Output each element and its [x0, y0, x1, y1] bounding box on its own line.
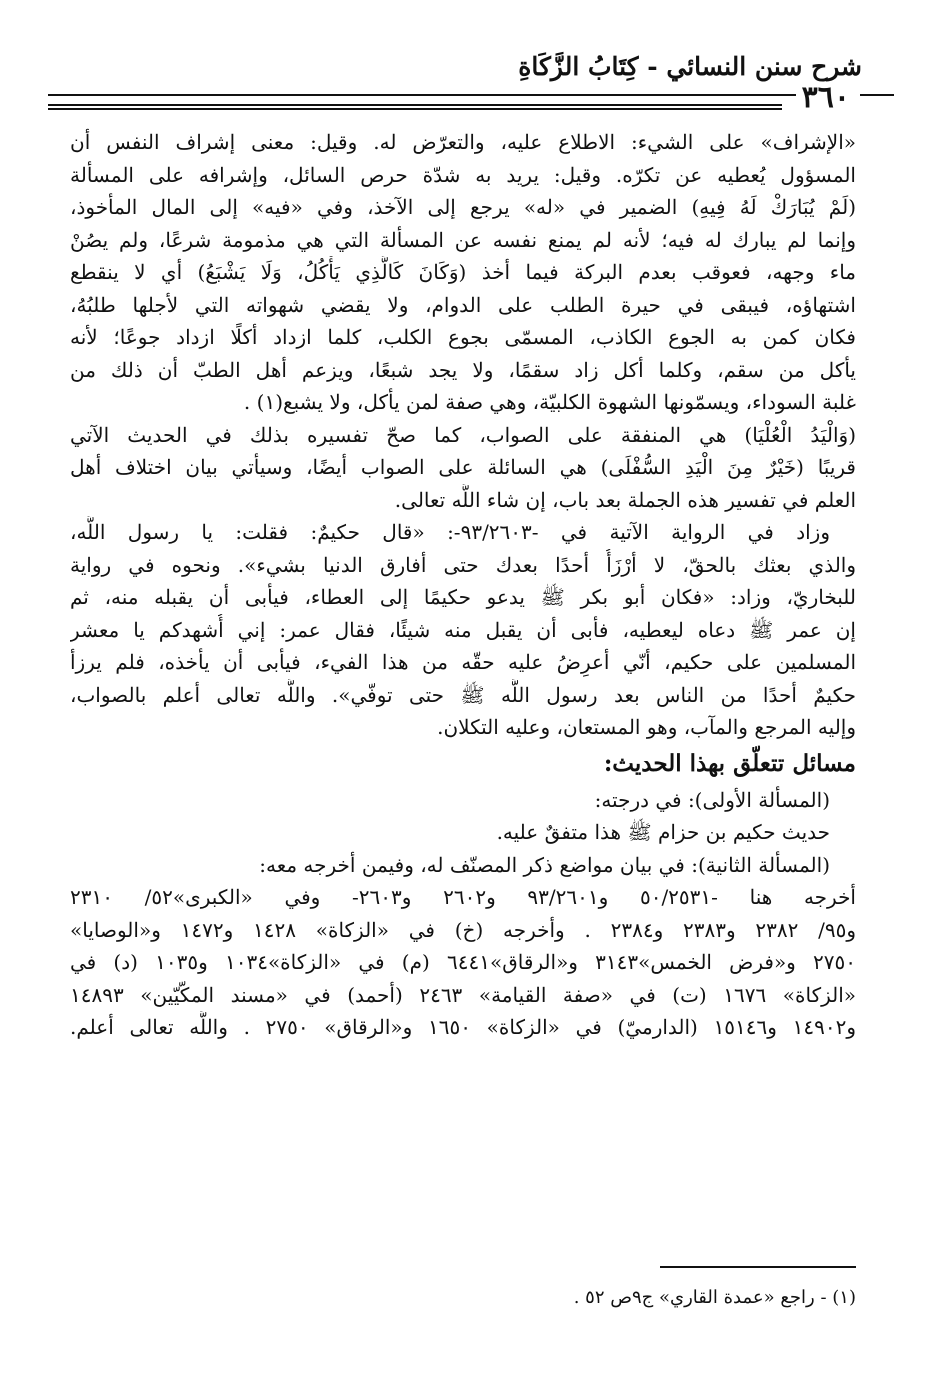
text-line: فكان كمن به الجوع الكاذب، المسمّى بجوع الكلب، كلما ازداد أكلًا ازداد جوعًا؛ لأنه [70, 325, 856, 349]
header-double-rule-top [48, 104, 782, 106]
running-header-title: شرح سنن النسائي - كِتَابُ الزَّكَاةِ [518, 52, 862, 81]
text-line: و٩٥/ ٢٣٨٢ و٢٣٨٣ و٢٣٨٤ . وأخرجه (خ) في «الزكاة» ١٤٢٨ و١٤٧٢ و«الوصايا» [70, 917, 856, 942]
issue-one-title: (المسألة الأولى): في درجته: [594, 787, 830, 812]
text-line: يأكل من سقم، وكلما أكل زاد سقمًا، ولا يجد شبعًا، ويزعم أهل الطبّ أن ذلك من [70, 357, 856, 382]
footnote: (١) - راجع «عمدة القاري» ج٩ص ٥٢ . [573, 1287, 856, 1308]
section-heading: مسائل تتعلّق بهذا الحديث: [603, 749, 856, 777]
text-line: اشتهاؤه، فيبقى في حيرة الطلب على الدوام، ولا يقضي شهواته التي لأجلها طلبُهُ، [70, 292, 856, 317]
text-line: «الزكاة» ١٦٧٦ (ت) في «صفة القيامة» ٢٤٦٣ (أحمد) في «مسند المكّيّين» ١٤٨٩٣ [70, 982, 856, 1007]
text-line: المسؤول يُعطيه عن تكرّه. وقيل: يريد به شدّة حرص السائل، وإشرافه على المسألة [70, 162, 856, 187]
text-line: «الإشراف» على الشيء: الاطلاع عليه، والتعرّض له. وقيل: معنى إشراف النفس أن [70, 130, 856, 154]
text-line: وإنما لم يبارك له فيه؛ لأنه لم يمنع نفسه عن المسألة التي هي مذمومة شرعًا، ولم يصُنْ [70, 227, 856, 252]
text-line: العلم في تفسير هذه الجملة بعد باب، إن شاء اللَّه تعالى. [394, 487, 856, 512]
text-line: وزاد في الرواية الآتية في -٩٣/٢٦٠٣-: «قال حكيمٌ: فقلت: يا رسول اللَّه، [70, 520, 831, 544]
text-line: و١٤٩٠٢ و١٥١٤٦ (الدارميّ) في «الزكاة» ١٦٥٠ و«الرقاق» ٢٧٥٠ . واللَّه تعالى أعلم. [70, 1015, 856, 1039]
text-line: إن عمر ﷺ دعاه ليعطيه، فأبى أن يقبل منه شيئًا، فقال عمر: إني أُشهدكم يا معشر [70, 617, 856, 642]
text-line: حكيمٌ أحدًا من الناس بعد رسول اللَّه ﷺ حتى توفّي». واللَّه تعالى أعلم بالصواب، [70, 682, 856, 707]
text-line: والذي بعثك بالحقّ، لا أرْزَأُ أحدًا بعدك حتى أفارق الدنيا بشيء». ونحوه في رواية [70, 552, 856, 577]
text-line: (وَالْيَدُ الْعُلْيَا) هي المنفقة على الصواب، كما صحّ تفسيره بذلك في الحديث الآتي [70, 422, 856, 447]
text-line: حديث حكيم بن حزام ﷺ هذا متفقٌ عليه. [496, 820, 830, 844]
text-line: للبخاريّ، وزاد: «فكان أبو بكر ﷺ يدعو حكيمًا إلى العطاء، فيأبى أن يقبله منه، ثم [70, 585, 856, 609]
text-line: غلبة السوداء، ويسمّونها الشهوة الكلبيّة، وهي صفة لمن يأكل، ولا يشبع(١) . [243, 390, 856, 414]
footnote-separator [660, 1266, 856, 1268]
commentary-text [70, 126, 856, 1044]
text-line: أخرجه هنا -٥٠/٢٥٣١ و٩٣/٢٦٠١ و٢٦٠٢ و٢٦٠٣- وفي «الكبرى»٥٢/ ٢٣١٠ [70, 885, 856, 909]
header-double-rule-bottom [48, 108, 782, 110]
page-number: ٣٦٠ [796, 83, 860, 113]
text-line: المسلمين على حكيم، أنّي أعرِضُ عليه حقّه من هذا الفيء، فيأبى أن يأخذه، فلم يرزأ [70, 650, 856, 674]
text-line: وإليه المرجع والمآب، وهو المستعان، وعليه التكلان. [437, 715, 856, 739]
issue-two-title: (المسألة الثانية): في بيان مواضع ذكر المصنّف له، وفيمن أخرجه معه: [259, 852, 830, 877]
text-line: ٢٧٥٠ و«فرض الخمس»٣١٤٣ و«الرقاق»٦٤٤١ (م) في «الزكاة»١٠٣٤ و١٠٣٥ (د) في [70, 950, 856, 974]
text-line: قريبًا (خَيْرٌ مِنَ الْيَدِ السُّفْلَى) هي السائلة على الصواب أيضًا، وسيأتي بيان اختلاف أهل [70, 455, 856, 479]
text-line: (لَمْ يُبَارَكْ لَهُ فِيهِ) الضمير في «له» يرجع إلى الآخذ، وفي «فيه» إلى المال المأخوذ، [70, 195, 856, 219]
header-rule [48, 94, 894, 96]
text-line: ماء وجهه، فعوقب بعدم البركة فيما أخذ (وَكَانَ كَالَّذِي يَأْكُلُ، وَلَا يَشْبَعُ) أي لا ينقطع [70, 260, 856, 284]
